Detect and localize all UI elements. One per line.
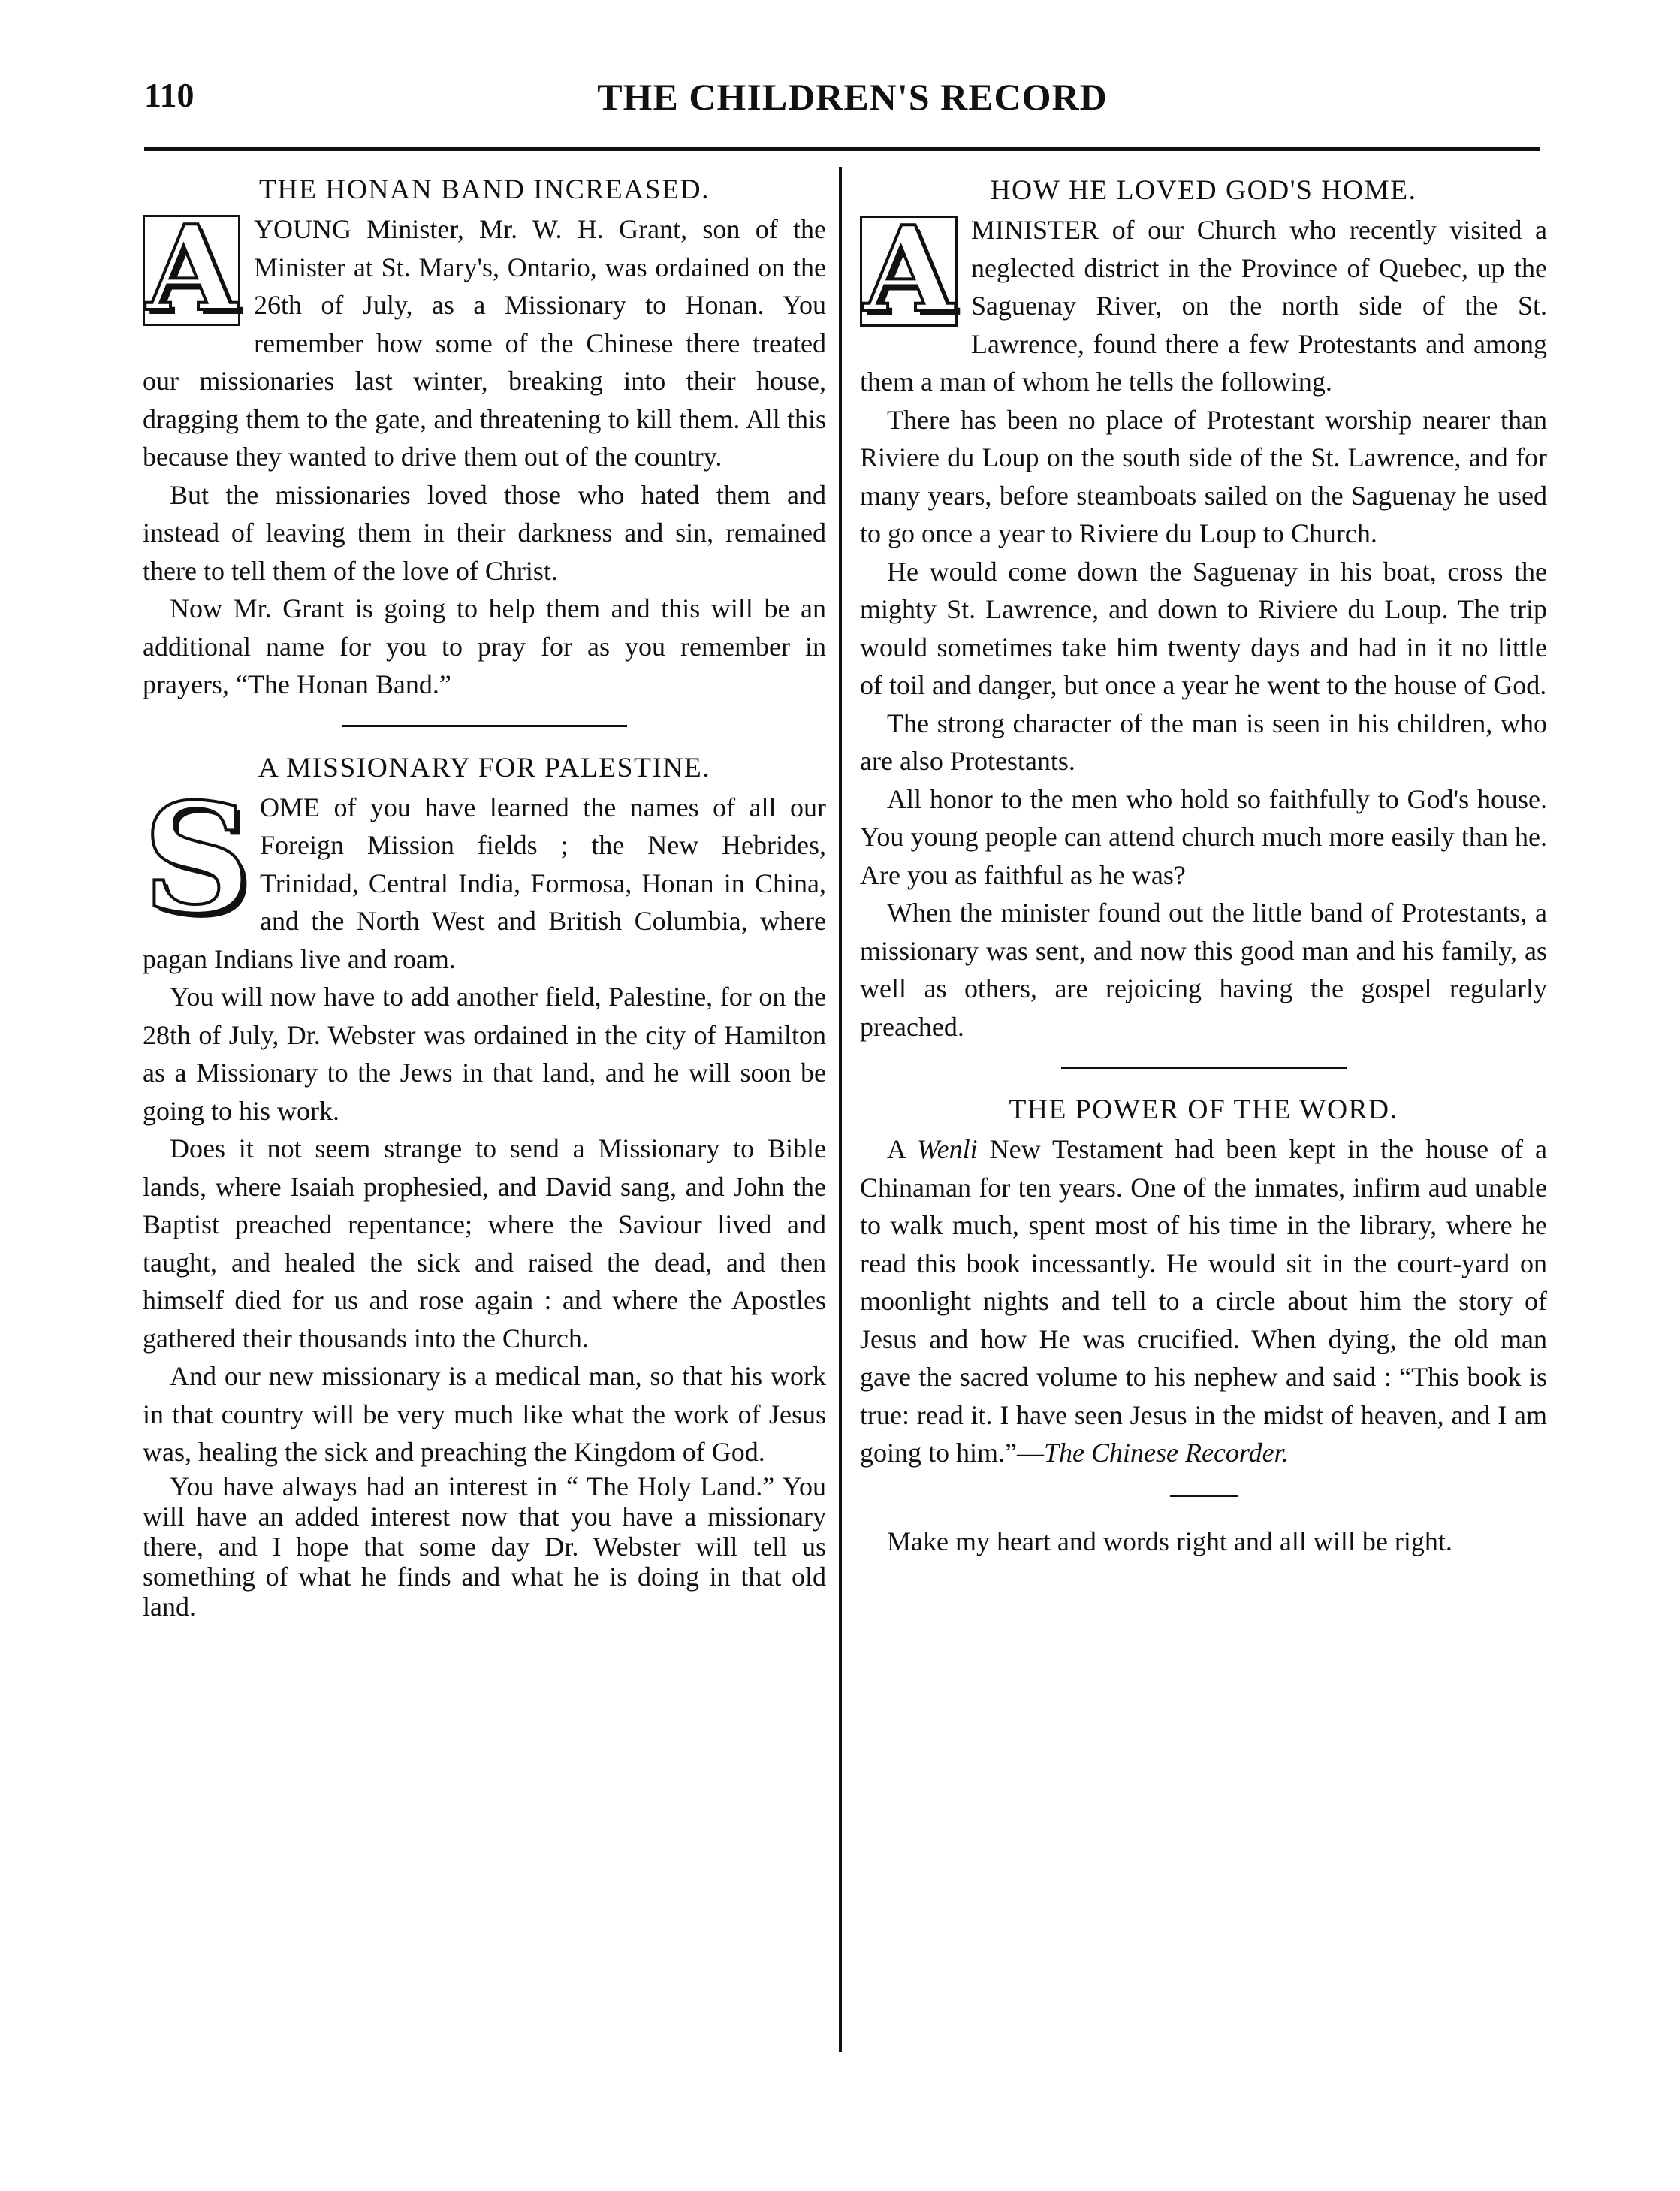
column-divider (839, 167, 842, 2052)
paragraph: And our new missionary is a medical man, so that his work in that country will be very much like what the work of Jesus was, healing the sick and preaching the Kingdom of God. (143, 1361, 826, 1467)
paragraph-body: New Testament had been kept in the house of a Chinaman for ten years. One of the inmates, infirm aud unable to walk much, spent most of his time in the library, where he read this book incessantly. He would sit in the court-yard on moonlight nights and tell to a circle about him the story of Jesus and how He was crucified. When dying, the old man gave the sacred volume to his nephew and said : “This book is true: read it. I have seen Jesus in the midst of heaven, and I am going to him.”— (860, 1134, 1548, 1468)
article-power-of-word (860, 1091, 1547, 1560)
dropcap-a-icon (143, 200, 240, 337)
source-citation: The Chinese Recorder. (1044, 1438, 1289, 1468)
paragraph: He would come down the Saguenay in his boat, cross the mighty St. Lawrence, and down to Riviere du Loup. The trip would sometimes take him twenty days and had in it no little of toil and danger, but once a year he went to the house of God. (860, 556, 1547, 700)
page-number: 110 (144, 76, 195, 114)
paragraph (860, 1130, 1547, 1472)
section-divider (1061, 1067, 1347, 1069)
section-divider (342, 725, 627, 727)
article-heading: THE POWER OF THE WORD. (1009, 1094, 1398, 1125)
paragraph-start: A (887, 1134, 917, 1164)
section-divider (1170, 1495, 1238, 1497)
article-heading: THE HONAN BAND INCREASED. (259, 174, 710, 205)
article-heading: A MISSIONARY FOR PALESTINE. (258, 752, 711, 783)
wenli-emphasis: Wenli (917, 1134, 978, 1164)
dropcap-a-icon (860, 201, 958, 338)
paragraph: Now Mr. Grant is going to help them and this will be an additional name for you to pray for as you remember in prayers, “The Honan Band.” (143, 593, 826, 699)
left-column (143, 171, 826, 1622)
dropcap-letter: A (146, 200, 237, 337)
paragraph: But the missionaries loved those who hated them and instead of leaving them in their darkness and sin, remained there to tell them of the love of Christ. (143, 479, 826, 586)
article-heading: HOW HE LOVED GOD'S HOME. (990, 175, 1417, 206)
dropcap-letter: A (863, 201, 955, 338)
article-loved-gods-home (860, 172, 1547, 1046)
article-missionary-palestine (143, 750, 826, 1622)
paragraph: The strong character of the man is seen in his children, who are also Protestants. (860, 708, 1547, 776)
running-title: THE CHILDREN'S RECORD (597, 76, 1108, 118)
dropcap-letter: S (143, 770, 252, 947)
paragraph: When the minister found out the little band of Protestants, a missionary was sent, and now this good man and his family, as well as others, are rejoicing having the gospel regularly preached. (860, 898, 1547, 1042)
paragraph: MINISTER of our Church who recently visited a neglected district in the Province of Quebec, up the Saguenay River, on the north side of the St. Lawrence, found there a few Protestants and among them a man of whom he tells the following. (860, 215, 1547, 397)
paragraph: You will now have to add another field, Palestine, for on the 28th of July, Dr. Webster was ordained in the city of Hamilton as a Missionary to the Jews in that land, and he will soon be going to his work. (143, 982, 826, 1126)
right-column (860, 171, 1547, 1560)
closing-line: Make my heart and words right and all will be right. (887, 1526, 1452, 1556)
paragraph: There has been no place of Protestant worship nearer than Riviere du Loup on the south side of the St. Lawrence, and for many years, before steamboats sailed on the Saguenay he used to go once a year to Riviere du Loup to Church. (860, 404, 1547, 548)
header-rule (144, 147, 1540, 151)
paragraph: YOUNG Minister, Mr. W. H. Grant, son of the Minister at St. Mary's, Ontario, was ordained on the 26th of July, as a Missionary to Honan. You remember how some of the Chinese there treated our missionaries last winter, breaking into their house, dragging them to the gate, and threatening to kill them. All this because they wanted to drive them out of the country. (143, 214, 826, 472)
paragraph: OME of you have learned the names of all our Foreign Mission fields ; the New Hebrides, Trinidad, Central India, Formosa, Honan in China, and the North West and British Columbia, where pagan Indians live and roam. (143, 792, 826, 974)
paragraph: You have always had an interest in “ The Holy Land.” You will have an added interest now that you have a missionary there, and I hope that some day Dr. Webster will tell us something of what he finds and what he is doing in that old land. (143, 1471, 826, 1622)
paragraph: All honor to the men who hold so faithfully to God's house. You young people can attend church much more easily than he. Are you as faithful as he was? (860, 783, 1547, 890)
paragraph: Does it not seem strange to send a Missionary to Bible lands, where Isaiah prophesied, and David sang, and John the Baptist preached repentance; where the Saviour lived and taught, and healed the sick and raised the dead, and then himself died for us and rose again : and where the Apostles gathered their thousands into the Church. (143, 1133, 826, 1354)
dropcap-s-icon (143, 770, 252, 947)
article-honan-band (143, 171, 826, 704)
